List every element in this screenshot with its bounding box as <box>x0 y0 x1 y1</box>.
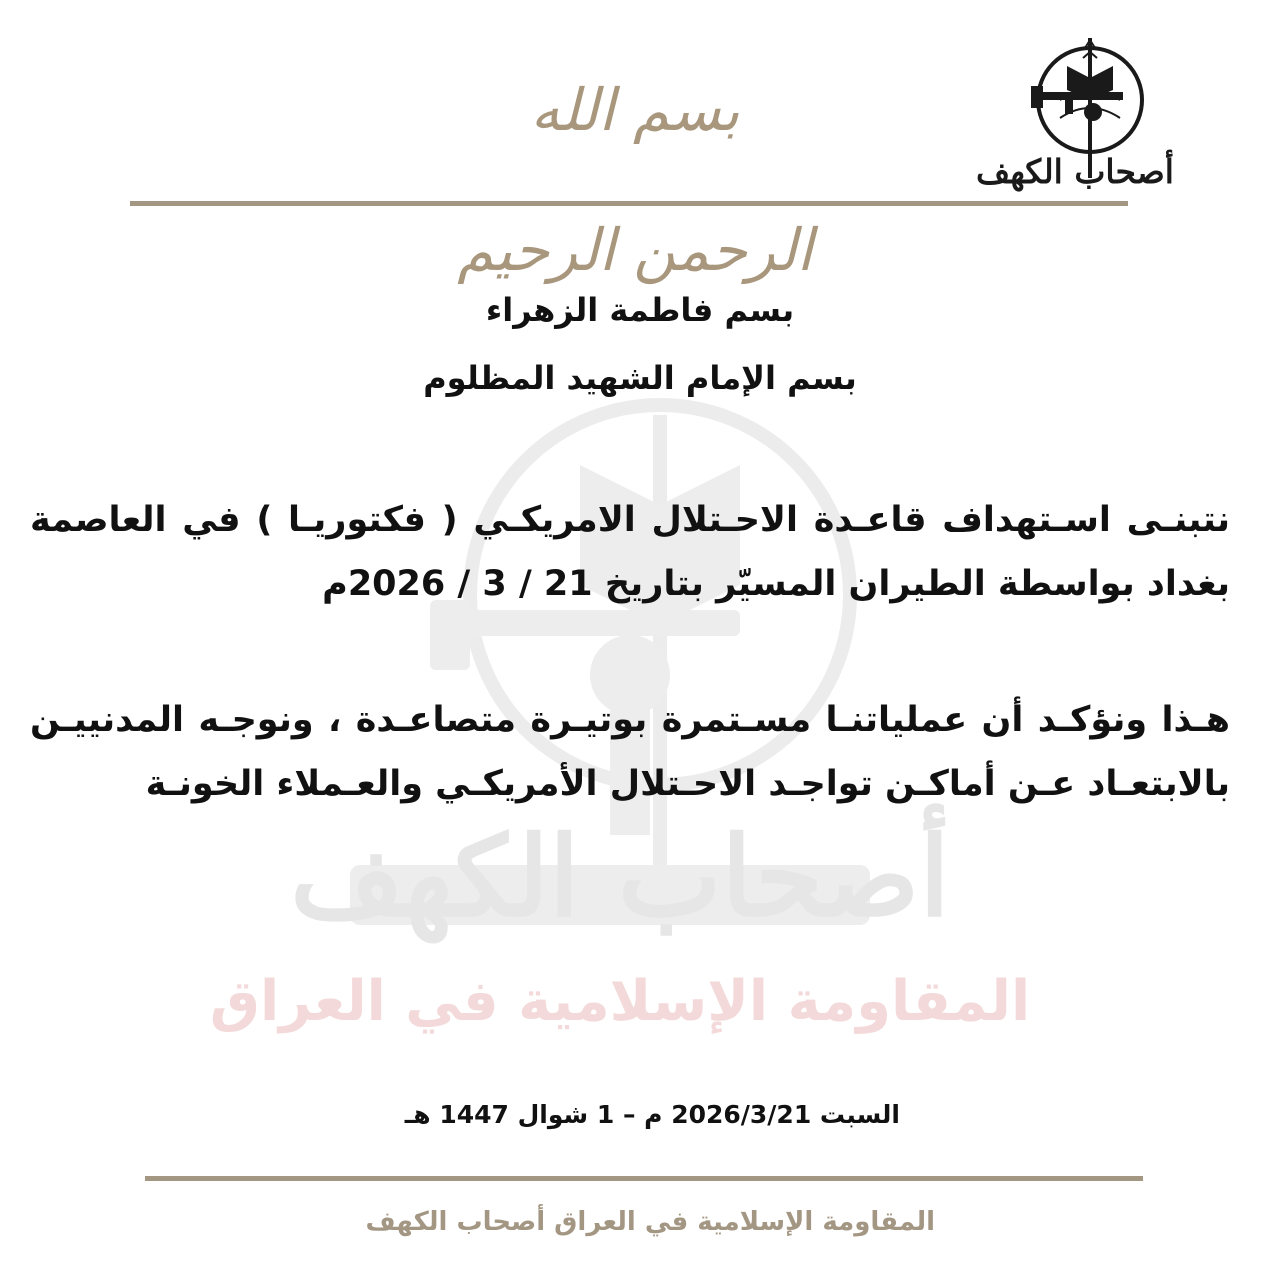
statement-paragraph-1: نتبنـى اسـتهداف قاعـدة الاحـتلال الامريكـي ( فكتوريـا ) في العاصمة بغداد بواسطة الطيران المسيّر بتاريخ 21 / 3 / 2026م <box>30 500 1230 604</box>
heading-1: بسم فاطمة الزهراء <box>485 291 795 329</box>
logo-text: أصحاب الكهف <box>976 152 1174 191</box>
footer-divider <box>145 1176 1143 1181</box>
watermark-org: المقاومة الإسلامية في العراق <box>209 969 1031 1034</box>
watermark-name: أصحاب الكهف <box>290 812 950 941</box>
footer-signature: المقاومة الإسلامية في العراق أصحاب الكهف <box>365 1207 935 1237</box>
statement-paragraph-2: هـذا ونؤكـد أن عملياتنـا مسـتمرة بوتيـرة متصاعـدة ، ونوجـه المدنييـن بالابتعـاد عـن أماكـن تواجـد الاحـتلال الأمريكـي والعـملاء الخونـة <box>30 700 1230 804</box>
header-divider <box>130 201 1128 206</box>
dateline: السبت 2026/3/21 م – 1 شوال 1447 هـ <box>404 1100 900 1129</box>
bismillah-calligraphy: بسم الله الرحمن الرحيم <box>457 76 813 284</box>
heading-2: بسم الإمام الشهيد المظلوم <box>423 359 857 397</box>
